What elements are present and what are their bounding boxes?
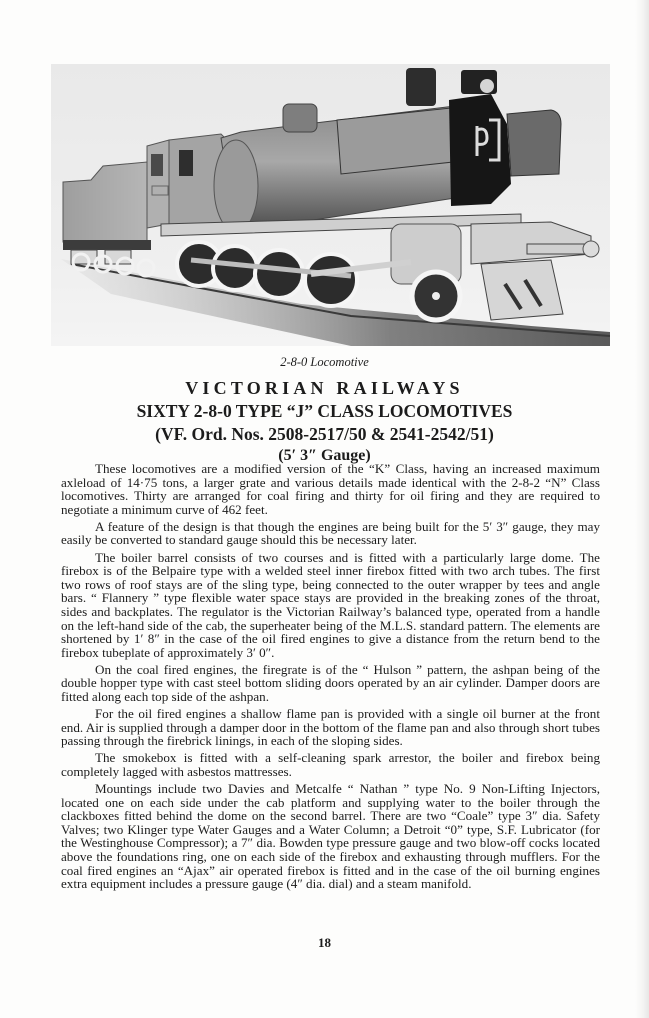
- buffer: [583, 241, 599, 257]
- cowcatcher: [481, 260, 563, 320]
- article-heading: [0, 377, 649, 466]
- article-body: [61, 462, 600, 894]
- heading-order-numbers: (VF. Ord. Nos. 2508-2517/50 & 2541-2542/51): [155, 424, 494, 444]
- dome: [283, 104, 317, 132]
- paragraph-gauge-conversion: A feature of the design is that though the engines are being built for the 5′ 3″ gauge, they may easily be converted to standard gauge should this be necessary later.: [61, 518, 600, 548]
- page-number: 18: [318, 935, 331, 950]
- page-edge-shadow: [635, 0, 649, 1018]
- locomotive-photo: [51, 64, 610, 346]
- smoke-deflector: [337, 108, 453, 174]
- paragraph-boiler: The boiler barrel consists of two courses and is fitted with a particularly large dome. The firebox is of the Belpaire type with a welded steel inner firebox fitted with two arch tubes. The first two rows of roof stays are of the sling type, being connected to the outer wrapper by tees and angle bars. “ Flannery ” type flexible water space stays are provided in the breaking zones of the throat, sides and backplates. The regulator is the Victorian Railway’s balanced type, operated from a handle on the left-hand side of the cab, the superheater being of the M.L.S. standard pattern. The elements are shortened by 1′ 8″ in the case of the oil fired engines to give a distance from the return bend to the firebox tubeplate of approximately 3′ 0″.: [61, 549, 600, 660]
- paragraph-mountings: Mountings include two Davies and Metcalfe “ Nathan ” type No. 9 Non-Lifting Injectors, located one on each side under the cab platform and supplying water to the boiler through the clackboxes fitted behind the dome on the second barrel. There are two “Coale” type 3″ dia. Safety Valves; two Klinger type Water Gauges and a Water Column; a Detroit “0” type, S.F. Lubricator (for the Westinghouse Compressor); a 7″ dia. Bowden type pressure gauge and two blow-off cocks located above the foundations ring, one on each side of the firebox and exhausting through mufflers. For the coal fired engines an “Ajax” air operated firebox is fitted and in the case of the oil burning engines extra equipment includes a pressure gauge (4″ dia. dial) and a steam manifold.: [61, 781, 600, 892]
- paragraph-overview: These locomotives are a modified version of the “K” Class, having an increased maximum axleload of 14·75 tons, a larger grate and various details made identical with the 2-8-2 “N” Class locomotives. Thirty are arranged for coal firing and thirty for oil firing and they are required to negotiate a minimum curve of 462 feet.: [61, 461, 600, 517]
- chimney: [406, 68, 436, 106]
- locomotive-illustration: [51, 64, 610, 346]
- paragraph-oil-firing: For the oil fired engines a shallow flame pan is provided with a single oil burner at the front end. Air is supplied through a damper door in the bottom of the flame pan and also through short tubes passing through the firebrick linings, in each of the sloping sides.: [61, 706, 600, 749]
- paragraph-smokebox: The smokebox is fitted with a self-cleaning spark arrestor, the boiler and firebox being completely lagged with asbestos mattresses.: [61, 750, 600, 779]
- heading-locomotive-class: SIXTY 2-8-0 TYPE “J” CLASS LOCOMOTIVES: [136, 401, 513, 421]
- figure-caption: 2-8-0 Locomotive: [280, 355, 369, 369]
- heading-gauge: (5′ 3″ Gauge): [278, 447, 371, 464]
- front-deflector: [507, 110, 561, 176]
- heading-railway: VICTORIAN RAILWAYS: [185, 378, 464, 398]
- paragraph-coal-firing: On the coal fired engines, the firegrate is of the “ Hulson ” pattern, the ashpan being of the double hopper type with cast steel bottom sliding doors operated by an air cylinder. Damper doors are fitted along each top side of the ashpan.: [61, 661, 600, 704]
